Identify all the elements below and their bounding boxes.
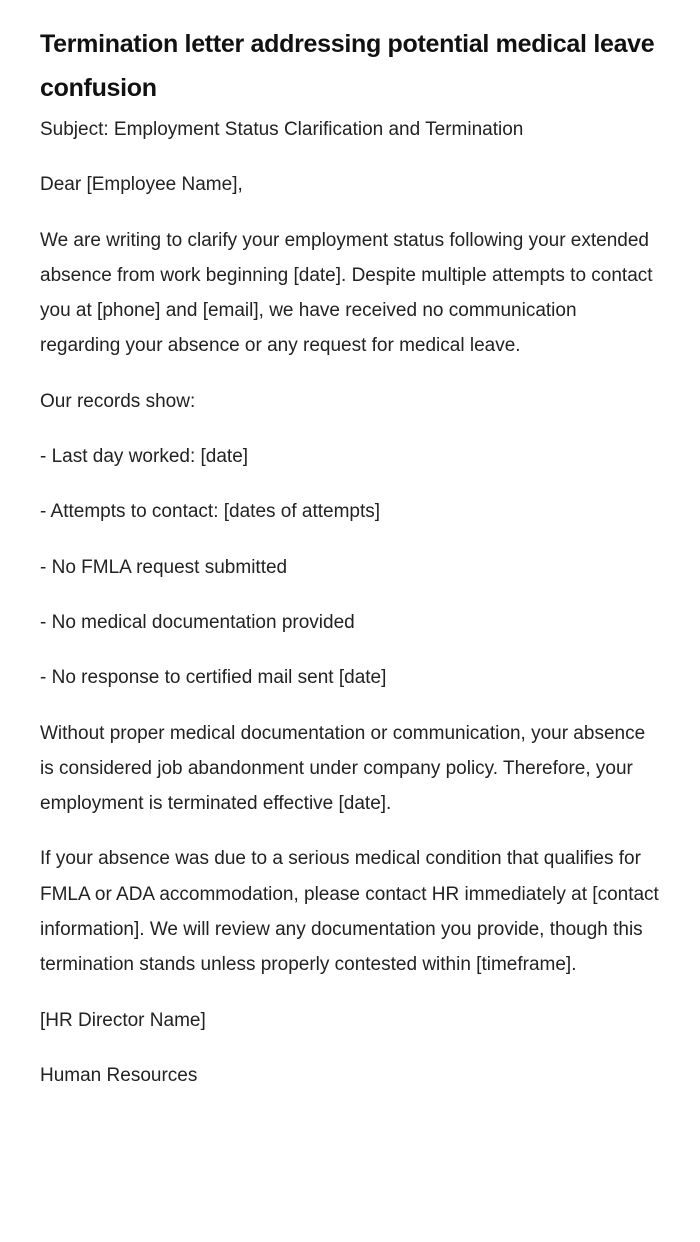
record-item: - No response to certified mail sent [date]	[40, 667, 387, 689]
record-item: - Last day worked: [date]	[40, 446, 249, 468]
records-heading: Our records show:	[40, 390, 196, 412]
body-paragraph: Without proper medical documentation or communication, your absence is considered job abandonment under company policy. Therefore, your employment is terminated effective [date].	[40, 722, 646, 815]
record-item: - No medical documentation provided	[40, 611, 355, 633]
signature-name: [HR Director Name]	[40, 1009, 206, 1031]
record-item: - No FMLA request submitted	[40, 556, 288, 578]
subject-line: Subject: Employment Status Clarification and Termination	[40, 119, 524, 140]
body-paragraph: We are writing to clarify your employment status following your extended absence from work beginning [date]. Despite multiple attempts to contact you at [phone] and [email], we have received no communication regarding your absence or any request for medical leave.	[40, 229, 653, 357]
record-item: - Attempts to contact: [dates of attempts]	[40, 501, 381, 523]
page-title: Termination letter addressing potential medical leave confusion	[40, 30, 655, 102]
body-paragraph: If your absence was due to a serious medical condition that qualifies for FMLA or ADA accommodation, please contact HR immediately at [contact information]. We will review any documentation you provide, though this termination stands unless properly contested within [timeframe].	[40, 848, 659, 976]
signature-department: Human Resources	[40, 1064, 198, 1086]
salutation: Dear [Employee Name],	[40, 174, 243, 196]
